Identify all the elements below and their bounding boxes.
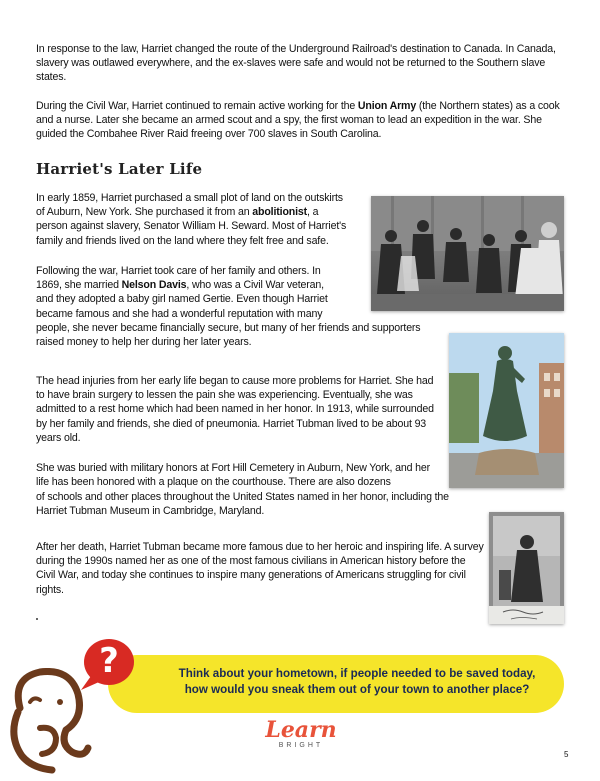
paragraph-legacy: After her death, Harriet Tubman became more famous due to her heroic and inspiring life. A survey during the 1990s named her as one of the most famous civilians in American history before the Civil War, and today she continues to inspire many generations of Americans struggling for civil rights. xyxy=(36,541,484,596)
paragraph-auburn xyxy=(36,191,366,248)
paragraph-canada: In response to the law, Harriet changed the route of the Underground Railroad's destination to Canada. In Canada, slavery was outlawed everywhere, and the ex-slaves were safe and would not be returned to the Southern slave states. xyxy=(36,43,556,84)
question-mark: ? xyxy=(99,641,119,681)
civil-war-text-1: During the Civil War, Harriet continued to remain active working for the xyxy=(36,100,358,112)
learn-bright-logo xyxy=(253,718,349,749)
paragraph-burial-2: of schools and other places throughout the United States named in her honor, including the Harriet Tubman Museum in Cambridge, Maryland. xyxy=(36,491,449,518)
page-number: 5 xyxy=(564,750,569,759)
photo-tubman-statue xyxy=(449,333,564,488)
marriage-line-3: and they adopted a baby girl named Gertie. Even though Harriet xyxy=(36,293,328,306)
statue-photo-art xyxy=(449,333,564,488)
thinking-person-icon xyxy=(0,668,95,776)
marriage-line-4: became famous and she had a wonderful reputation with many xyxy=(36,307,323,320)
marriage-line-2a: 1869, she married xyxy=(36,279,122,292)
auburn-line-2 xyxy=(36,205,366,219)
term-nelson-davis: Nelson Davis xyxy=(121,279,187,292)
paragraph-health: The head injuries from her early life began to cause more problems for Harriet. She had to have brain surgery to lessen the pain she was experiencing. Eventually, she was admitted to a rest home which had been named in her honor. In 1913, while surrounded by her family and friends, she died of pneumonia. Harriet Tubman lived to be about 93 years old. xyxy=(36,375,434,444)
auburn-line-2a: of Auburn, New York. She purchased it from an xyxy=(36,206,253,219)
paragraph-civil-war xyxy=(36,99,566,142)
auburn-line-3: person against slavery, Senator William H. Seward. Most of Harriet's xyxy=(36,220,347,233)
family-photo-art xyxy=(371,196,564,311)
logo-learn: Learn xyxy=(265,717,337,743)
term-abolitionist: abolitionist xyxy=(252,206,307,219)
section-heading: Harriet's Later Life xyxy=(36,160,203,178)
paragraph-burial-1: She was buried with military honors at Fort Hill Cemetery in Auburn, New York, and her life has been honored with a plaque on the courthouse. There are also dozens xyxy=(36,462,430,489)
photo-tubman-family xyxy=(371,196,564,311)
marriage-line-1: Following the war, Harriet took care of her family and others. In xyxy=(36,265,321,277)
auburn-line-1: In early 1859, Harriet purchased a small plot of land on the outskirts xyxy=(36,192,343,204)
marriage-line-6: raised money to help her during her later years. xyxy=(36,336,252,349)
term-union-army: Union Army xyxy=(357,100,417,112)
thinking-figure xyxy=(0,668,95,776)
auburn-line-2b: , a xyxy=(307,206,319,219)
civil-war-text-2: (the Northern states) as a cook and a nurse. Later she became an armed scout and a spy, the first woman to lead an expedition in the war. She guided the Combahee River Raid freeing over 700 slaves in South Carolina. xyxy=(36,100,560,141)
portrait-photo-art xyxy=(489,512,564,624)
marriage-line-2b: , who was a Civil War veteran, xyxy=(186,279,324,292)
marriage-line-5: people, she never became financially secure, but many of her friends and supporters xyxy=(36,321,421,334)
stray-dot xyxy=(36,618,38,620)
logo-bright: BRIGHT xyxy=(278,742,324,749)
callout-prompt: Think about your hometown, if people needed to be saved today, how would you sneak them out of your town to another place? xyxy=(178,667,536,696)
auburn-line-4: family and friends lived on the land where they felt free and safe. xyxy=(36,234,329,247)
photo-tubman-portrait xyxy=(489,512,564,624)
